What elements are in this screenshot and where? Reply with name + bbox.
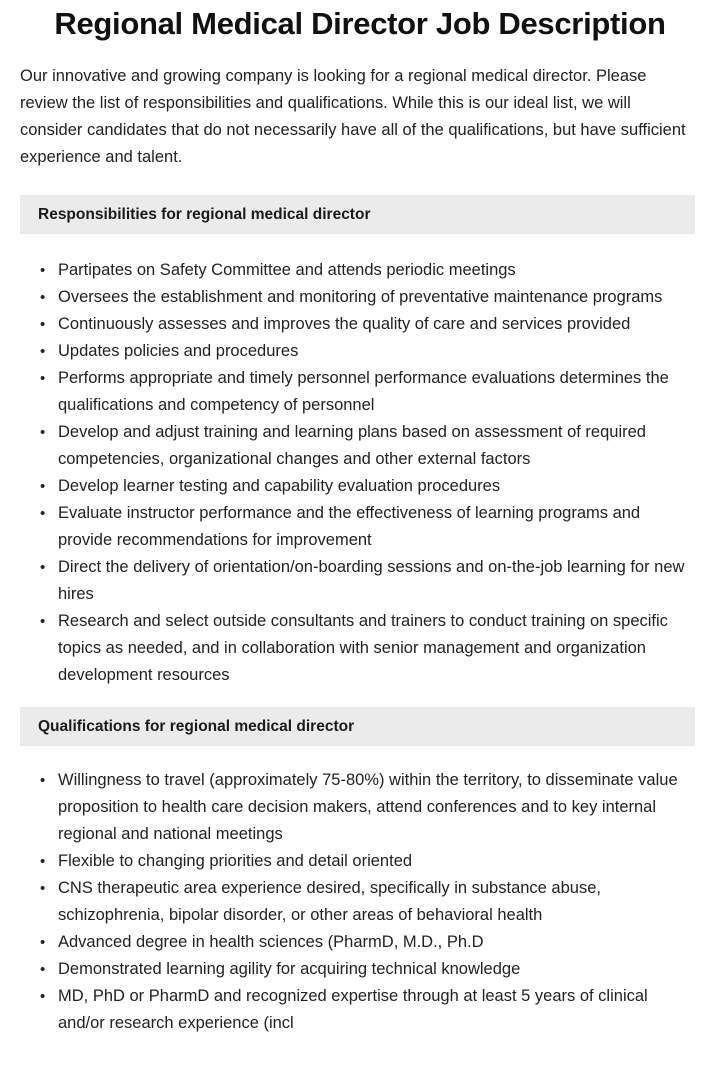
list-item: • Flexible to changing priorities and detail oriented <box>0 848 698 875</box>
list-item: • Direct the delivery of orientation/on-boarding sessions and on-the-job learning for new hires <box>0 554 696 608</box>
list-item: • Updates policies and procedures <box>0 338 696 365</box>
responsibilities-list <box>0 234 720 689</box>
list-item: • Performs appropriate and timely personnel performance evaluations determines the qualifications and competency of personnel <box>0 365 696 419</box>
list-item: • Willingness to travel (approximately 75-80%) within the territory, to disseminate value proposition to health care decision makers, attend conferences and to key internal regional and national meetings <box>0 767 698 848</box>
intro-paragraph: Our innovative and growing company is looking for a regional medical director. Please review the list of responsibilities and qualifications. While this is our ideal list, we will consider candidates that do not necessarily have all of the qualifications, but have sufficient experience and talent. <box>20 67 686 166</box>
list-item: • CNS therapeutic area experience desired, specifically in substance abuse, schizophrenia, bipolar disorder, or other areas of behavioral health <box>0 875 698 929</box>
list-item: • Oversees the establishment and monitoring of preventative maintenance programs <box>0 284 696 311</box>
section-title-qualifications: Qualifications for regional medical director <box>38 717 355 735</box>
section-title-responsibilities: Responsibilities for regional medical director <box>38 205 371 223</box>
page-title: Regional Medical Director Job Description <box>54 6 666 41</box>
section-header-qualifications <box>20 707 695 746</box>
list-item: • Partipates on Safety Committee and attends periodic meetings <box>0 257 696 284</box>
list-item: • Advanced degree in health sciences (PharmD, M.D., Ph.D <box>0 929 698 956</box>
list-item: • Continuously assesses and improves the quality of care and services provided <box>0 311 696 338</box>
section-header-responsibilities <box>20 195 695 234</box>
qualifications-list <box>0 746 720 1037</box>
list-item: • Evaluate instructor performance and the effectiveness of learning programs and provide recommendations for improvement <box>0 500 696 554</box>
list-item: • Develop and adjust training and learning plans based on assessment of required competencies, organizational changes and other external factors <box>0 419 696 473</box>
list-item: • Demonstrated learning agility for acquiring technical knowledge <box>0 956 698 983</box>
list-item: • MD, PhD or PharmD and recognized expertise through at least 5 years of clinical and/or research experience (incl <box>0 983 698 1037</box>
list-item: • Research and select outside consultants and trainers to conduct training on specific topics as needed, and in collaboration with senior management and organization development resources <box>0 608 696 689</box>
list-item: • Develop learner testing and capability evaluation procedures <box>0 473 696 500</box>
